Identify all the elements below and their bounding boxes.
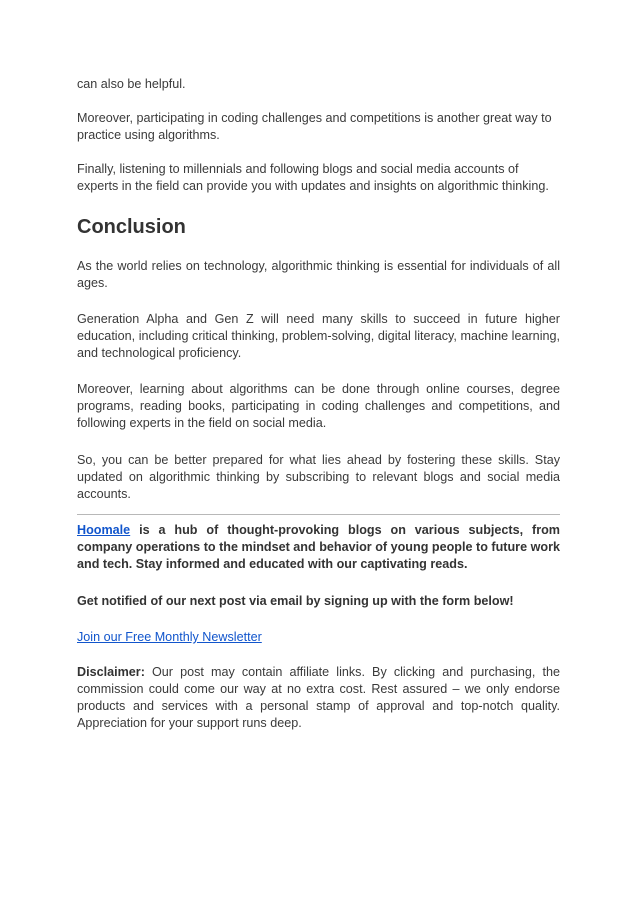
conclusion-paragraph-2: Generation Alpha and Gen Z will need many skills to succeed in future higher education, including critical thinking, problem-solving, digital literacy, machine learning, and technological proficiency.	[77, 312, 560, 360]
hoomale-link[interactable]: Hoomale	[77, 523, 131, 537]
notify-text: Get notified of our next post via email by signing up with the form below!	[77, 594, 514, 608]
disclaimer	[77, 664, 560, 732]
disclaimer-text: Our post may contain affiliate links. By clicking and purchasing, the commission could come our way at no extra cost. Rest assured – we only endorse products and services with a personal stamp of approval and top-notch quality. Appreciation for your support runs deep.	[77, 665, 560, 730]
brand-blurb-text: is a hub of thought-provoking blogs on various subjects, from company operations to the mindset and behavior of young people to future work and tech. Stay informed and educated with our captivating reads.	[77, 523, 560, 571]
brand-blurb	[77, 522, 560, 573]
disclaimer-label: Disclaimer:	[77, 665, 145, 679]
newsletter-paragraph	[77, 629, 560, 646]
conclusion-heading: Conclusion	[77, 216, 186, 238]
conclusion-paragraph-3: Moreover, learning about algorithms can be done through online courses, degree programs, reading books, participating in coding challenges and competitions, and following experts in the field on social media.	[77, 382, 560, 430]
conclusion-paragraph-4: So, you can be better prepared for what lies ahead by fostering these skills. Stay updated on algorithmic thinking by subscribing to relevant blogs and social media accounts.	[77, 453, 560, 501]
newsletter-link[interactable]: Join our Free Monthly Newsletter	[77, 630, 262, 644]
intro-paragraph-3: Finally, listening to millennials and following blogs and social media accounts of experts in the field can provide you with updates and insights on algorithmic thinking.	[77, 162, 549, 193]
conclusion-paragraph-1: As the world relies on technology, algorithmic thinking is essential for individuals of all ages.	[77, 259, 560, 290]
intro-paragraph-1: can also be helpful.	[77, 77, 186, 91]
intro-paragraph-2: Moreover, participating in coding challenges and competitions is another great way to practice using algorithms.	[77, 111, 552, 142]
horizontal-divider	[77, 514, 560, 515]
